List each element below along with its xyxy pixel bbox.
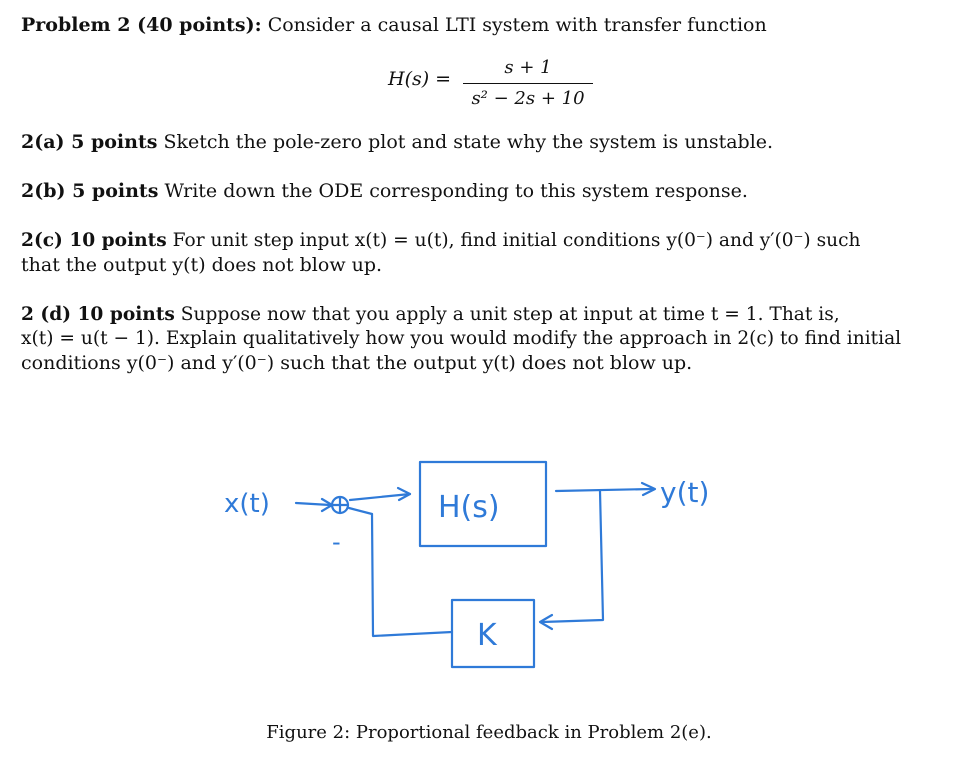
minus-sign: - <box>332 528 341 556</box>
part-c-text-line1: For unit step input x(t) = u(t), find initial conditions y(0⁻) and y′(0⁻) such <box>172 230 861 251</box>
part-a-label: 2(a) 5 points <box>21 131 158 153</box>
plant-label: H(s) <box>438 490 500 525</box>
equation-lhs: H(s) = <box>388 68 452 90</box>
figure-caption: Figure 2: Proportional feedback in Problem 2(e). <box>266 722 712 743</box>
part-d-text-line1: Suppose now that you apply a unit step at input at time t = 1. That is, <box>180 304 840 325</box>
feedback-to-junction-line <box>372 514 452 636</box>
part-b-label: 2(b) 5 points <box>21 180 159 202</box>
part-d-label: 2 (d) 10 points <box>21 304 175 325</box>
problem-intro: Consider a causal LTI system with transfer function <box>267 14 767 36</box>
problem-heading: Problem 2 (40 points): <box>21 14 262 36</box>
part-d-text-line3: conditions y(0⁻) and y′(0⁻) such that the output y(t) does not blow up. <box>21 352 693 374</box>
feedback-gain-label: K <box>477 618 497 653</box>
feedback-return-line <box>542 491 603 622</box>
input-label: x(t) <box>224 489 270 519</box>
feedback-entry-line <box>349 508 372 514</box>
output-label: y(t) <box>660 476 710 509</box>
part-c-label: 2(c) 10 points <box>21 230 167 251</box>
output-line <box>556 489 652 491</box>
part-b-text: Write down the ODE corresponding to this system response. <box>164 180 748 202</box>
part-d-text-line2: x(t) = u(t − 1). Explain qualitatively how you would modify the approach in 2(c) to find initial <box>21 328 902 349</box>
part-c-text-line2: that the output y(t) does not blow up. <box>21 254 383 276</box>
input-arrow-line <box>296 503 330 505</box>
part-a-text: Sketch the pole-zero plot and state why the system is unstable. <box>163 131 774 153</box>
equation-numerator: s + 1 <box>504 57 552 78</box>
equation-denominator: s² − 2s + 10 <box>471 88 585 109</box>
